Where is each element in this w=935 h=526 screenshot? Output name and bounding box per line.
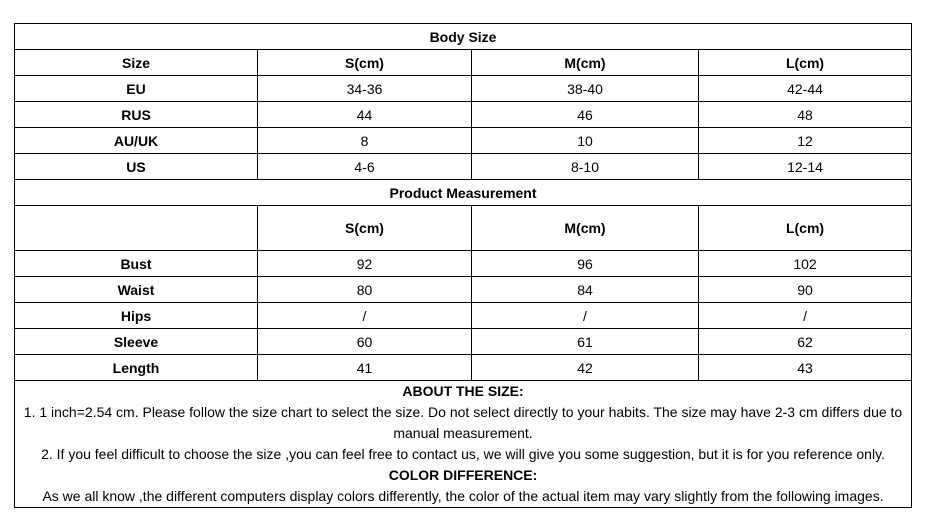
- cell-length-l: 43: [699, 355, 912, 381]
- cell-auuk-l: 12: [699, 128, 912, 154]
- row-label-waist: Waist: [15, 277, 258, 303]
- table-row: [15, 76, 912, 102]
- row-label-hips: Hips: [15, 303, 258, 329]
- cell-bust-l: 102: [699, 251, 912, 277]
- row-label-eu: EU: [15, 76, 258, 102]
- product-measurement-title: Product Measurement: [15, 180, 912, 206]
- cell-hips-m: /: [472, 303, 699, 329]
- cell-hips-s: /: [258, 303, 472, 329]
- cell-bust-s: 92: [258, 251, 472, 277]
- table-row: [15, 329, 912, 355]
- cell-hips-l: /: [699, 303, 912, 329]
- pm-header-l: L(cm): [699, 206, 912, 251]
- notes-section: [15, 381, 912, 508]
- header-s: S(cm): [258, 50, 472, 76]
- row-label-length: Length: [15, 355, 258, 381]
- notes-row: [15, 381, 912, 508]
- table-row: [15, 277, 912, 303]
- product-measurement-title-row: [15, 180, 912, 206]
- color-difference-title: COLOR DIFFERENCE:: [388, 467, 538, 483]
- product-measurement-header-row: [15, 206, 912, 251]
- cell-bust-m: 96: [472, 251, 699, 277]
- row-label-auuk: AU/UK: [15, 128, 258, 154]
- header-blank: [15, 206, 258, 251]
- table-row: [15, 251, 912, 277]
- table-row: [15, 128, 912, 154]
- cell-eu-s: 34-36: [258, 76, 472, 102]
- cell-rus-s: 44: [258, 102, 472, 128]
- row-label-us: US: [15, 154, 258, 180]
- pm-header-m: M(cm): [472, 206, 699, 251]
- body-size-title-row: [15, 24, 912, 50]
- row-label-rus: RUS: [15, 102, 258, 128]
- size-chart-table: [14, 23, 912, 508]
- body-size-header-row: [15, 50, 912, 76]
- cell-us-m: 8-10: [472, 154, 699, 180]
- note-line-1: 1. 1 inch=2.54 cm. Please follow the size chart to select the size. Do not select directly to your habits. The size may have 2-3 cm differs due to manual measurement.: [23, 404, 903, 441]
- cell-us-l: 12-14: [699, 154, 912, 180]
- cell-waist-s: 80: [258, 277, 472, 303]
- row-label-sleeve: Sleeve: [15, 329, 258, 355]
- about-size-title: ABOUT THE SIZE:: [402, 383, 524, 399]
- cell-length-m: 42: [472, 355, 699, 381]
- cell-us-s: 4-6: [258, 154, 472, 180]
- header-size: Size: [15, 50, 258, 76]
- cell-waist-m: 84: [472, 277, 699, 303]
- cell-eu-m: 38-40: [472, 76, 699, 102]
- header-l: L(cm): [699, 50, 912, 76]
- cell-auuk-s: 8: [258, 128, 472, 154]
- cell-waist-l: 90: [699, 277, 912, 303]
- table-row: [15, 102, 912, 128]
- header-m: M(cm): [472, 50, 699, 76]
- body-size-title: Body Size: [15, 24, 912, 50]
- table-row: [15, 303, 912, 329]
- table-row: [15, 355, 912, 381]
- cell-eu-l: 42-44: [699, 76, 912, 102]
- row-label-bust: Bust: [15, 251, 258, 277]
- cell-rus-l: 48: [699, 102, 912, 128]
- note-line-2: 2. If you feel difficult to choose the size ,you can feel free to contact us, we will give you some suggestion, but it is for you reference only.: [41, 446, 885, 462]
- table-row: [15, 154, 912, 180]
- cell-sleeve-l: 62: [699, 329, 912, 355]
- note-line-3: As we all know ,the different computers display colors differently, the color of the actual item may vary slightly from the following images.: [42, 488, 884, 504]
- cell-rus-m: 46: [472, 102, 699, 128]
- cell-sleeve-m: 61: [472, 329, 699, 355]
- cell-sleeve-s: 60: [258, 329, 472, 355]
- pm-header-s: S(cm): [258, 206, 472, 251]
- cell-auuk-m: 10: [472, 128, 699, 154]
- cell-length-s: 41: [258, 355, 472, 381]
